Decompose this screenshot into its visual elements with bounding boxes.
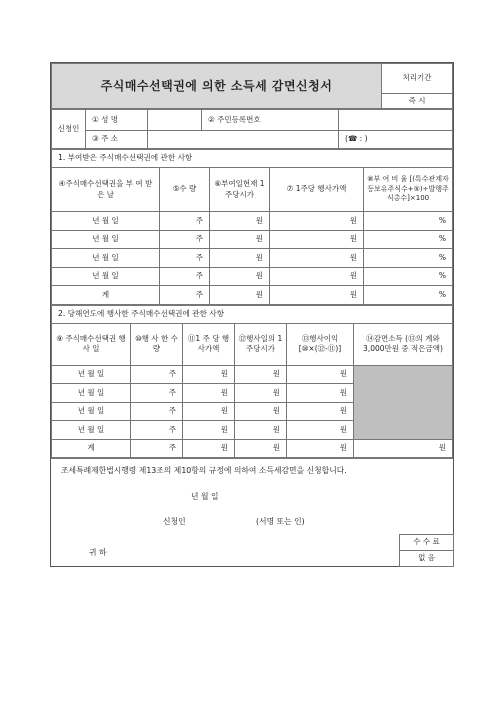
exercise-profit-cell[interactable]: 원: [287, 402, 354, 421]
grant-date-cell[interactable]: 년 월 일: [52, 230, 160, 249]
reduction-total[interactable]: 원: [354, 439, 453, 458]
price-per-share-cell[interactable]: 원: [183, 402, 235, 421]
grant-ratio-cell[interactable]: %: [364, 267, 453, 286]
grant-ratio-cell[interactable]: %: [364, 230, 453, 249]
section2-title: 2. 당해연도에 행사한 주식매수선택권에 관한 사항: [52, 305, 453, 323]
exercise-qty-header: ⑩행 사 한 수 량: [131, 323, 183, 365]
market-on-exercise-cell[interactable]: 원: [235, 384, 287, 403]
exercise-date-cell[interactable]: 년 월 일: [52, 365, 131, 384]
market-price-cell[interactable]: 원: [210, 230, 270, 249]
exercise-profit-cell[interactable]: 원: [287, 365, 354, 384]
exercise-date-header: ⑨ 주식매수선택권 행 사 일: [52, 323, 131, 365]
table-row: [52, 365, 453, 384]
exercise-price-cell[interactable]: 원: [270, 212, 364, 231]
grant-ratio-total[interactable]: %: [364, 286, 453, 305]
table-row: [52, 249, 453, 268]
fee-value: 없 음: [400, 551, 454, 567]
name-label: ① 성 명: [86, 110, 148, 131]
fee-label: 수 수 료: [400, 535, 454, 551]
title-table: [51, 63, 453, 109]
address-label: ③ 주 소: [86, 131, 148, 149]
applicant-label: 신청인: [52, 110, 86, 149]
total-label: 계: [52, 439, 131, 458]
grant-date-cell[interactable]: 년 월 일: [52, 267, 160, 286]
signature-block: [51, 458, 453, 566]
reduction-application-form: [50, 62, 454, 567]
market-on-exercise-cell[interactable]: 원: [235, 421, 287, 440]
exercise-qty-cell[interactable]: 주: [131, 402, 183, 421]
grant-date-header: ④주식매수선택권을 부 여 받 은 날: [52, 168, 160, 212]
sign-note[interactable]: (서명 또는 인): [256, 517, 305, 526]
signer-label: 신청인: [163, 517, 186, 526]
reduction-shaded-cell: [354, 365, 453, 439]
market-price-cell[interactable]: 원: [210, 212, 270, 231]
application-statement: 조세특례제한법시행령 제13조의 제10항의 규정에 의하여 소득세감면을 신청합니다.: [61, 466, 347, 475]
price-per-share-header: ⑪1 주 당 행사가액: [183, 323, 235, 365]
fee-box: [399, 534, 454, 567]
exercise-qty-total[interactable]: 주: [131, 439, 183, 458]
market-on-exercise-cell[interactable]: 원: [235, 402, 287, 421]
form-title: 주식매수선택권에 의한 소득세 감면신청서: [52, 64, 382, 109]
grant-date-cell[interactable]: 년 월 일: [52, 249, 160, 268]
market-on-exercise-total[interactable]: 원: [235, 439, 287, 458]
date-line[interactable]: 년 월 일: [191, 492, 219, 501]
exercise-profit-cell[interactable]: 원: [287, 384, 354, 403]
quantity-cell[interactable]: 주: [160, 267, 210, 286]
grant-date-cell[interactable]: 년 월 일: [52, 212, 160, 231]
section2-table: [51, 305, 453, 459]
exercise-price-cell[interactable]: 원: [270, 249, 364, 268]
price-per-share-cell[interactable]: 원: [183, 421, 235, 440]
exercise-price-cell[interactable]: 원: [270, 267, 364, 286]
market-on-exercise-header: ⑫행사일의 1주당시가: [235, 323, 287, 365]
quantity-total[interactable]: 주: [160, 286, 210, 305]
market-price-cell[interactable]: 원: [210, 249, 270, 268]
table-row: [52, 212, 453, 231]
processing-period-value: 즉 시: [382, 94, 453, 109]
market-price-total[interactable]: 원: [210, 286, 270, 305]
address-field[interactable]: [148, 131, 339, 149]
resident-id-field[interactable]: [339, 110, 453, 131]
phone-field[interactable]: (☎ : ): [339, 131, 453, 149]
grant-ratio-cell[interactable]: %: [364, 249, 453, 268]
exercise-date-cell[interactable]: 년 월 일: [52, 402, 131, 421]
resident-id-label: ② 주민등록번호: [202, 110, 339, 131]
name-field[interactable]: [148, 110, 202, 131]
exercise-profit-header: ⑬행사이익 [⑩×(⑫-⑪)]: [287, 323, 354, 365]
total-label: 계: [52, 286, 160, 305]
total-row: [52, 286, 453, 305]
reduction-header: ⑭감면소득 (⑬의 계와 3,000만원 중 적은금액): [354, 323, 453, 365]
processing-period-label: 처리기간: [382, 64, 453, 94]
section1-table: [51, 149, 453, 305]
exercise-qty-cell[interactable]: 주: [131, 384, 183, 403]
table-row: [52, 267, 453, 286]
exercise-qty-cell[interactable]: 주: [131, 365, 183, 384]
market-on-exercise-cell[interactable]: 원: [235, 365, 287, 384]
recipient-label: 귀 하: [89, 548, 107, 557]
table-row: [52, 230, 453, 249]
grant-ratio-header: ⑧부 여 비 율 [(특수관계자등보유주식수+⑤)÷발행주식총수]×100: [364, 168, 453, 212]
exercise-price-total[interactable]: 원: [270, 286, 364, 305]
quantity-cell[interactable]: 주: [160, 230, 210, 249]
market-price-header: ⑥부여일현재 1주당시가: [210, 168, 270, 212]
quantity-cell[interactable]: 주: [160, 212, 210, 231]
market-price-cell[interactable]: 원: [210, 267, 270, 286]
grant-ratio-cell[interactable]: %: [364, 212, 453, 231]
total-row: [52, 439, 453, 458]
exercise-price-cell[interactable]: 원: [270, 230, 364, 249]
quantity-cell[interactable]: 주: [160, 249, 210, 268]
price-per-share-cell[interactable]: 원: [183, 365, 235, 384]
price-per-share-cell[interactable]: 원: [183, 384, 235, 403]
section1-title: 1. 부여받은 주식매수선택권에 관한 사항: [52, 150, 453, 168]
price-per-share-total[interactable]: 원: [183, 439, 235, 458]
exercise-price-header: ⑦ 1주당 행사가액: [270, 168, 364, 212]
exercise-date-cell[interactable]: 년 월 일: [52, 384, 131, 403]
exercise-date-cell[interactable]: 년 월 일: [52, 421, 131, 440]
quantity-header: ⑤수 량: [160, 168, 210, 212]
exercise-qty-cell[interactable]: 주: [131, 421, 183, 440]
applicant-table: [51, 109, 453, 149]
exercise-profit-cell[interactable]: 원: [287, 421, 354, 440]
exercise-profit-total[interactable]: 원: [287, 439, 354, 458]
